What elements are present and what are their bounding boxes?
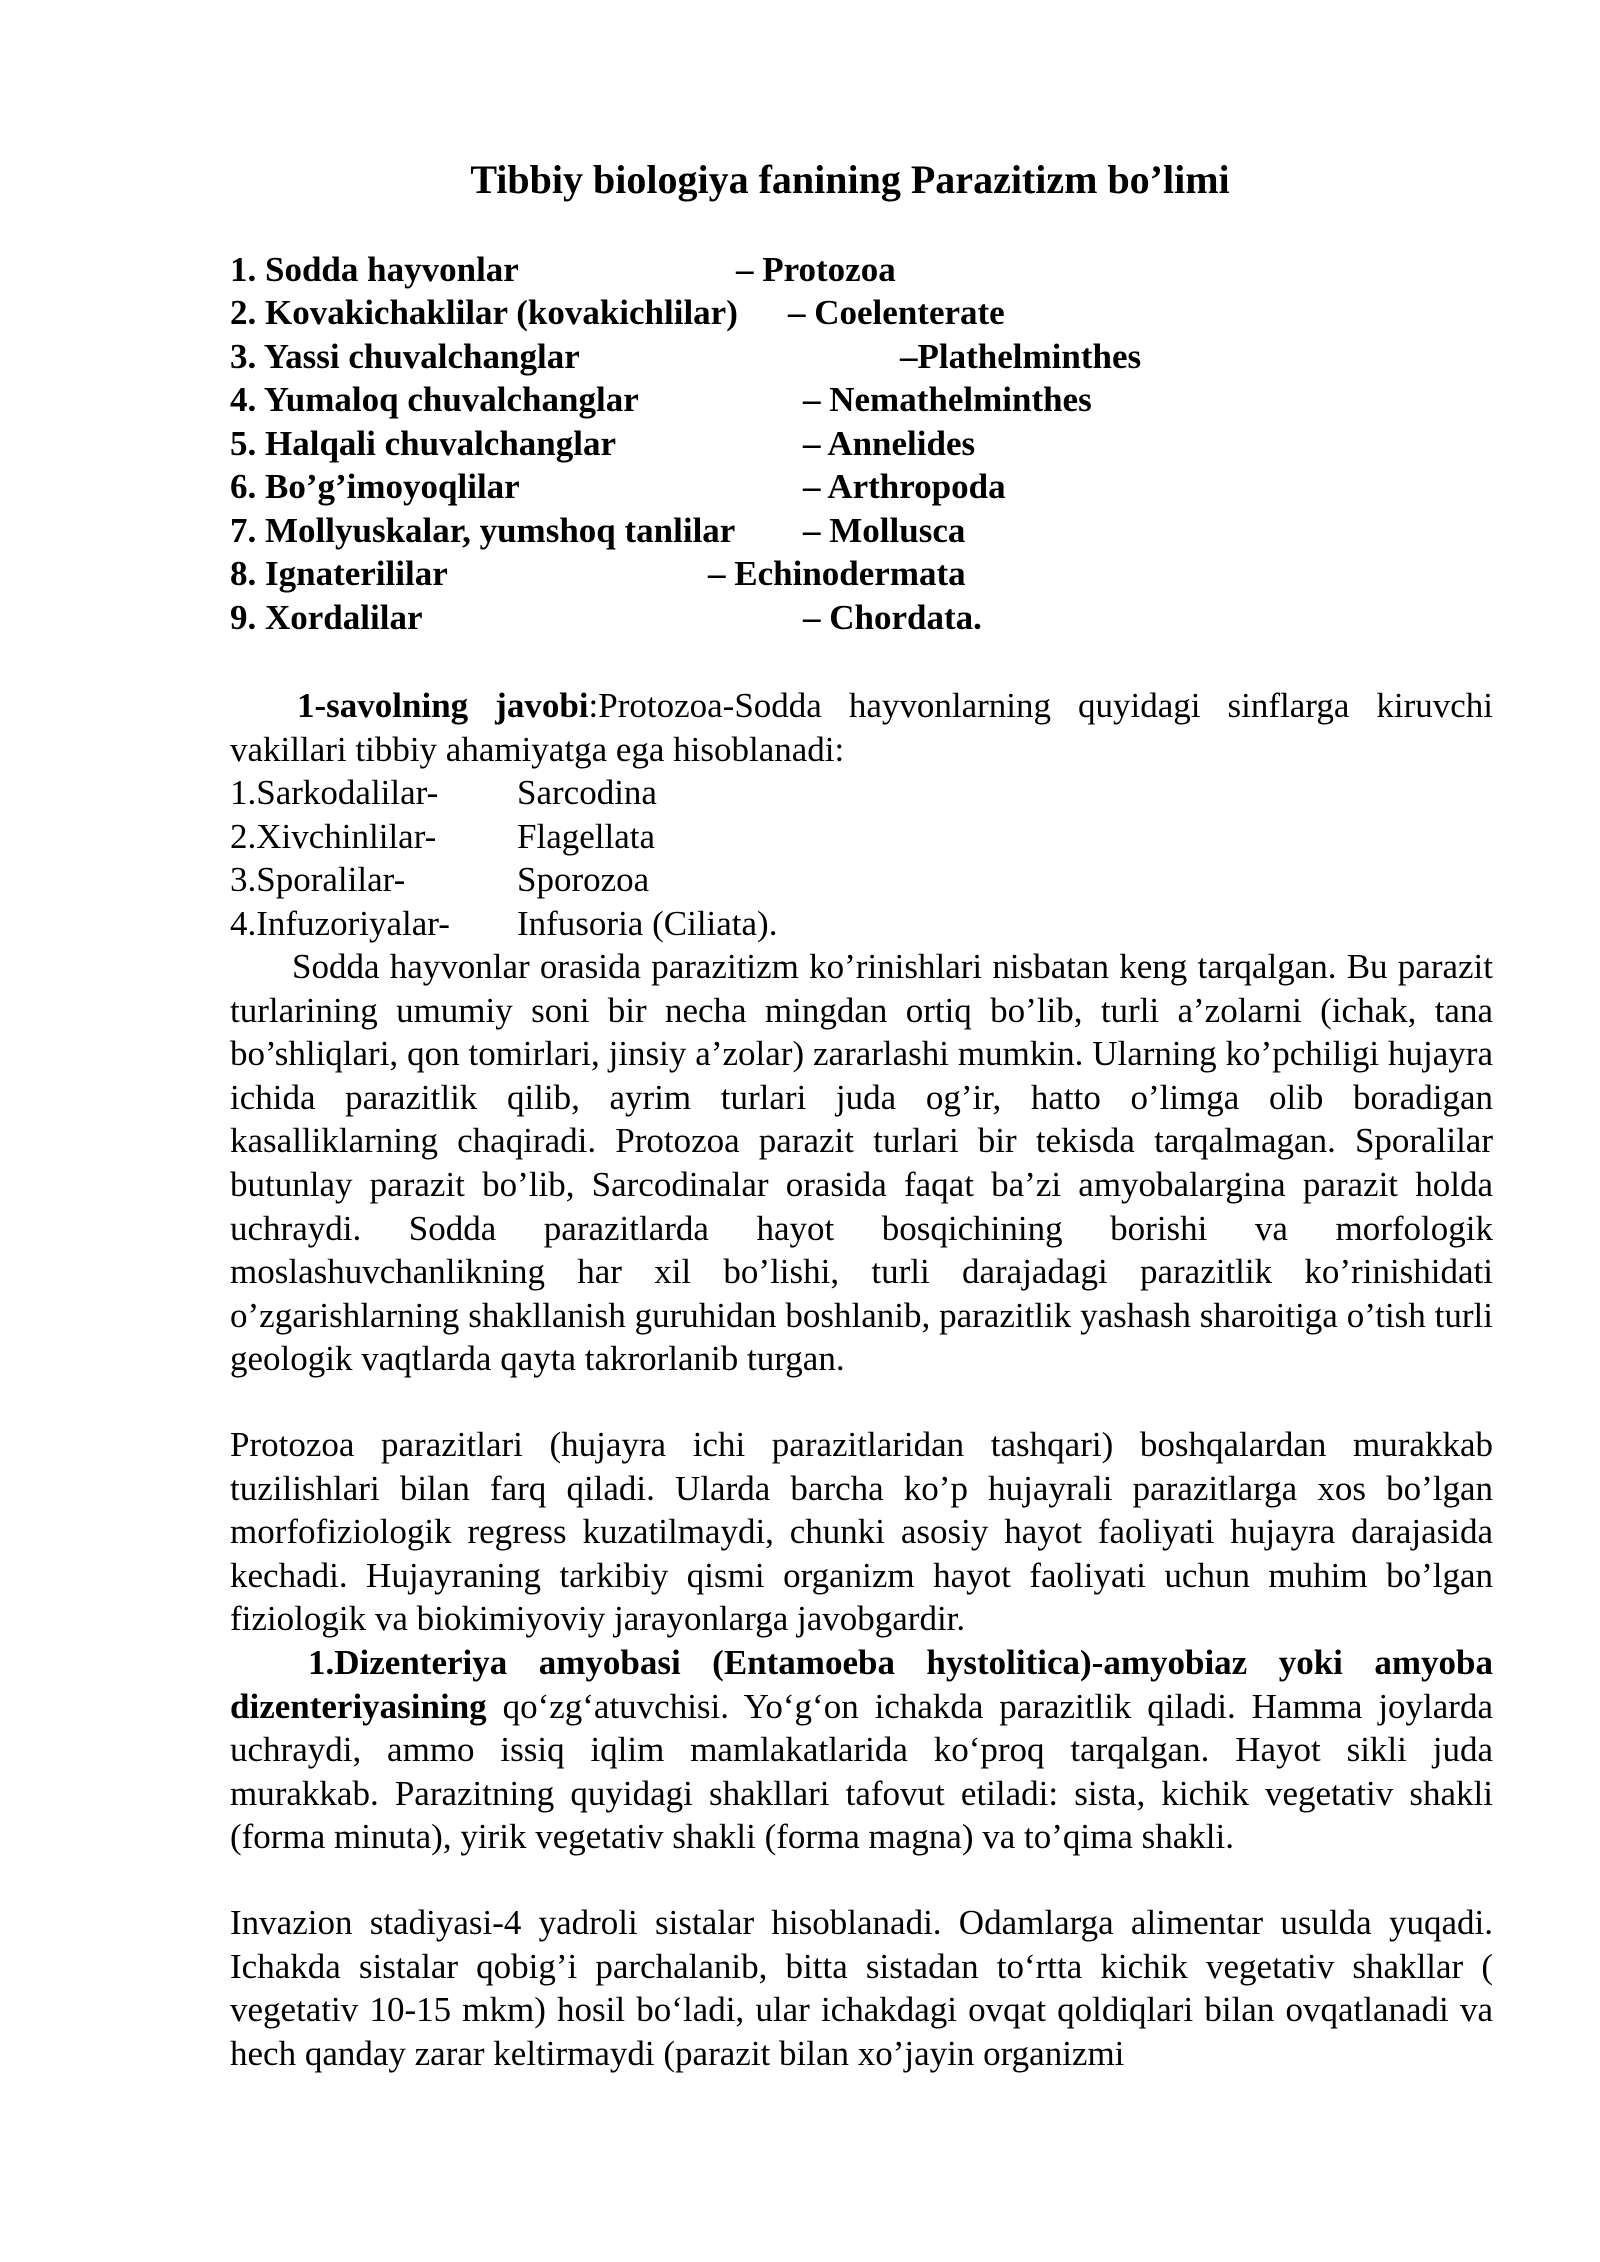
taxon-name: 4. Yumaloq chuvalchanglar: [230, 380, 639, 419]
answer-text: :Protozoa-Sodda hayvonlarning quyidagi sinflarga kiruvchi vakillari tibbiy ahamiyatga ega hisoblanadi:: [230, 686, 1494, 769]
taxon-latin: – Mollusca: [803, 511, 966, 550]
taxon-latin: – Coelenterate: [788, 293, 1005, 332]
taxon-name: 6. Bo’g’imoyoqlilar: [230, 467, 520, 506]
page-title: Tibbiy biologiya fanining Parazitizm bo’limi: [470, 157, 1230, 202]
taxon-name: 1. Sodda hayvonlar: [230, 250, 519, 289]
taxon-name: 7. Mollyuskalar, yumshoq tanlilar: [230, 511, 736, 550]
amoeba-paragraph: [230, 1641, 1493, 1859]
amoeba-text: qo‘zg‘atuvchisi. Yo‘g‘on ichakda parazitlik qiladi. Hamma joylarda uchraydi, ammo issiq iqlim mamlakatlarida ko‘proq tarqalgan. Hayot sikli juda murakkab. Parazitning quyidagi shakllari tafovut etiladi: sista, kichik vegetativ shakli (forma minuta), yirik vegetativ shakli (forma magna) va to’qima shakli.: [230, 1686, 1493, 1857]
class-name: 2.Xivchinlilar-: [230, 817, 437, 856]
taxon-latin: – Arthropoda: [803, 467, 1006, 506]
taxon-latin: – Chordata.: [803, 598, 982, 637]
taxon-latin: – Nemathelminthes: [803, 380, 1092, 419]
taxon-latin: – Echinodermata: [708, 554, 966, 593]
taxon-name: 2. Kovakichaklilar (kovakichlilar): [230, 293, 738, 332]
class-name: 1.Sarkodalilar-: [230, 773, 439, 812]
taxon-latin: –Plathelminthes: [900, 337, 1142, 376]
answer-intro-paragraph: [230, 684, 1493, 771]
taxon-latin: – Protozoa: [736, 250, 896, 289]
class-latin: Flagellata: [517, 817, 656, 856]
class-latin: Infusoria (Ciliata).: [517, 904, 778, 943]
class-name: 3.Sporalilar-: [230, 860, 406, 899]
body-paragraph: Sodda hayvonlar orasida parazitizm ko’rinishlari nisbatan keng tarqalgan. Bu parazit turlarining umumiy soni bir necha mingdan ortiq bo’lib, turli a’zolarni (ichak, tana bo’shliqlari, qon tomirlari, jinsiy a’zolar) zararlashi mumkin. Ularning ko’pchiligi hujayra ichida parazitlik qilib, ayrim turlari juda og’ir, hatto o’limga olib boradigan kasalliklarning chaqiradi. Protozoa parazit turlari bir tekisda tarqalmagan. Sporalilar butunlay parazit bo’lib, Sarcodinalar orasida faqat ba’zi amyobalargina parazit holda uchraydi. Sodda parazitlarda hayot bosqichining borishi va morfologik moslashuvchanlikning har xil bo’lishi, turli darajadagi parazitlik ko’rinishidati o’zgarishlarning shakllanish guruhidan boshlanib, parazitlik yashash sharoitiga o’tish turli geologik vaqtlarda qayta takrorlanib turgan.: [230, 947, 1493, 1379]
class-latin: Sporozoa: [517, 860, 650, 899]
taxon-name: 9. Xordalilar: [230, 598, 423, 637]
class-latin: Sarcodina: [517, 773, 657, 812]
body-paragraph: Protozoa parazitlari (hujayra ichi parazitlaridan tashqari) boshqalardan murakkab tuzilishlari bilan farq qiladi. Ularda barcha ko’p hujayrali parazitlarga xos bo’lgan morfofiziologik regress kuzatilmaydi, chunki asosiy hayot faoliyati hujayra darajasida kechadi. Hujayraning tarkibiy qismi organizm hayot faoliyati uchun muhim bo’lgan fiziologik va biokimiyoviy jarayonlarga javobgardir.: [230, 1425, 1493, 1639]
taxon-name: 5. Halqali chuvalchanglar: [230, 424, 617, 463]
taxon-name: 8. Ignaterililar: [230, 554, 448, 593]
answer-label: 1-savolning javobi: [297, 686, 589, 725]
amoeba-heading: 1.Dizenteriya amyobasi (Entamoeba hystolitica)-amyobiaz yoki amyoba dizenteriyasining: [230, 1643, 1493, 1726]
body-paragraph: Invazion stadiyasi-4 yadroli sistalar hisoblanadi. Odamlarga alimentar usulda yuqadi. Ichakda sistalar qobig’i parchalanib, bitta sistadan to‘rtta kichik vegetativ shakllar ( vegetativ 10-15 mkm) hosil bo‘ladi, ular ichakdagi ovqat qoldiqlari bilan ovqatlanadi va hech qanday zarar keltirmaydi (parazit bilan xo’jayin organizmi: [230, 1903, 1493, 2073]
class-name: 4.Infuzoriyalar-: [230, 904, 450, 943]
taxon-latin: – Annelides: [803, 424, 976, 463]
taxon-name: 3. Yassi chuvalchanglar: [230, 337, 580, 376]
